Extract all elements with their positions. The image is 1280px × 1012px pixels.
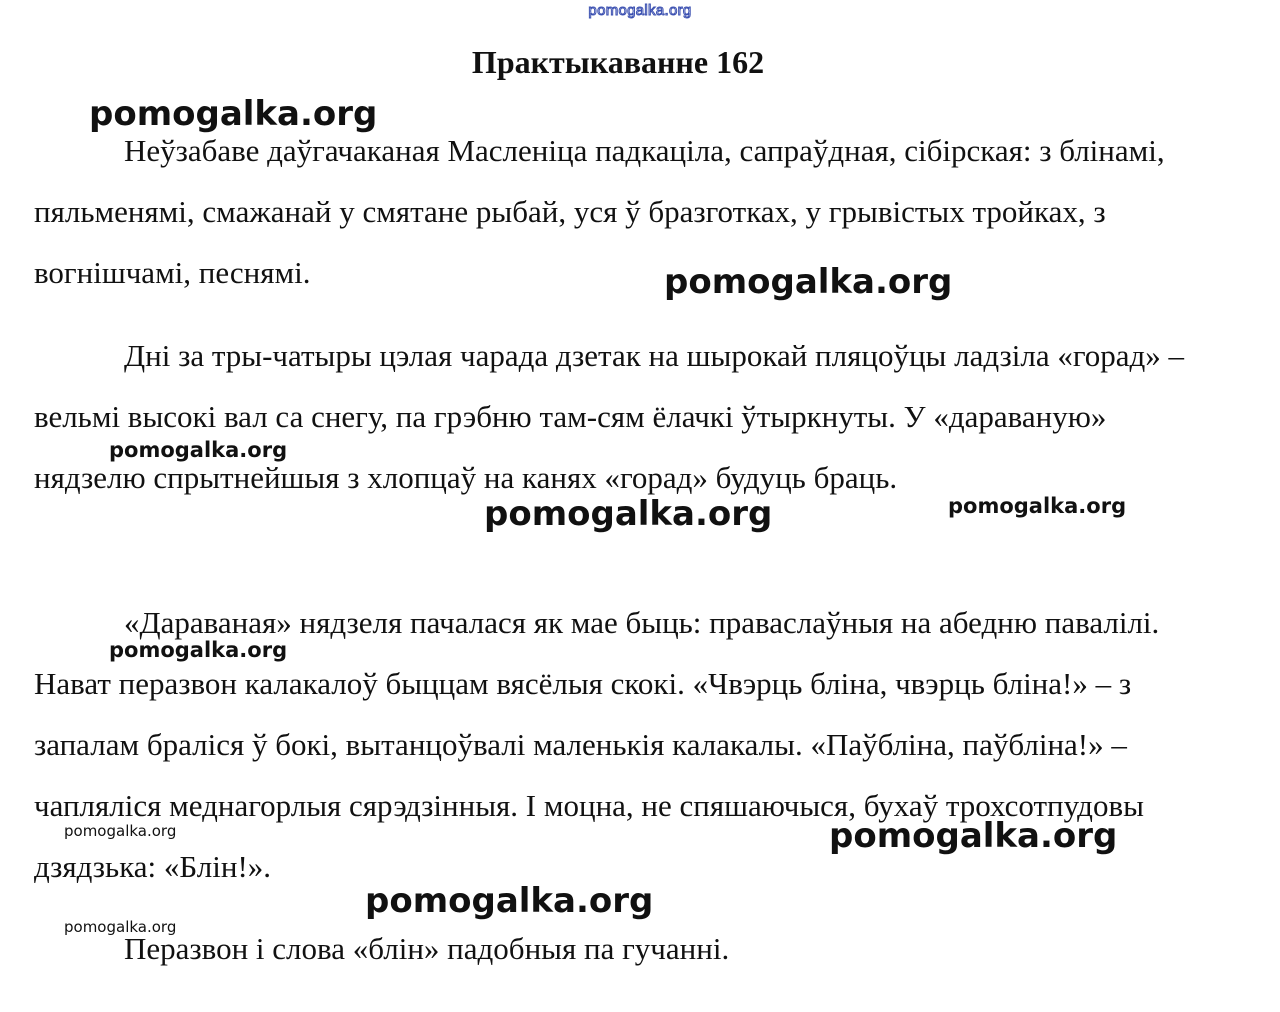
paragraph-3: «Дараваная» нядзеля пачалася як мае быць: праваслаўныя на абедню павалілі. Нават перазвон калакалоў быццам вясёлыя скокі. «Чвэрць бліна, чвэрць бліна!» – з запалам браліся ў бокі, вытанцоўвалі маленькія калакалы. «Паўбліна, паўбліна!» – чапляліся меднагорлыя сярэдзінныя. І моцна, не спяшаючыся, бухаў трохсотпудовы дзядзька: «Блін!». [34,605,1160,884]
watermark: pomogalka.org [64,918,177,936]
watermark: pomogalka.org [484,494,773,534]
paragraph-4: Перазвон і слова «блін» падобныя па гучанні. [124,931,730,966]
watermark: pomogalka.org [64,822,177,840]
watermark: pomogalka.org [365,881,654,921]
watermark: pomogalka.org [109,438,288,462]
watermark: pomogalka.org [829,816,1118,856]
watermark: pomogalka.org [664,262,953,302]
page-title: Практыкаванне 162 [471,44,765,80]
paragraph-2: Дні за тры-чатыры цэлая чарада дзетак на шырокай пляцоўцы ладзіла «горад» – вельмі высокі вал са снегу, па грэбню там-сям ёлачкі ўтыркнуты. У «дараваную» нядзелю спрытнейшыя з хлопцаў на канях «горад» будуць браць. [34,338,1185,495]
watermark: pomogalka.org [89,94,378,134]
paragraph-1: Неўзабаве даўгачаканая Масленіца падкаціла, сапраўдная, сібірская: з блінамі, пяльменямі, смажанай у смятане рыбай, уся ў бразготках, у грывістых тройках, з вогнішчамі, песнямі. [34,133,1165,290]
site-link[interactable]: pomogalka.org [588,2,692,19]
watermark: pomogalka.org [109,638,288,662]
watermark: pomogalka.org [948,494,1127,518]
